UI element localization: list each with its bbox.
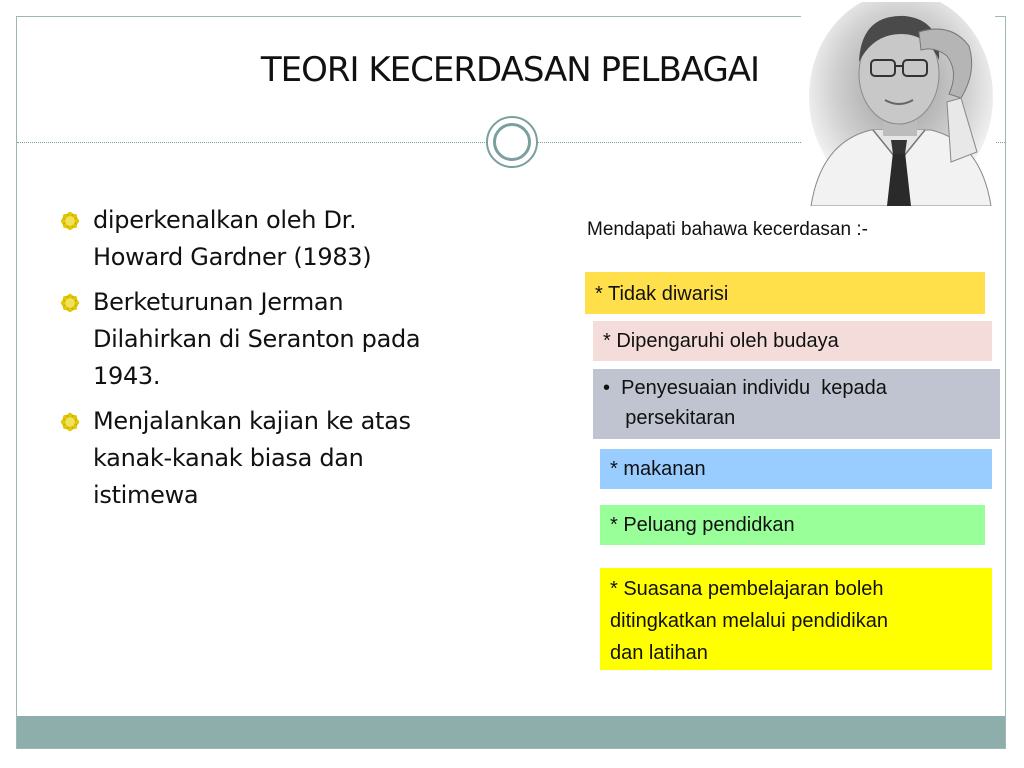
bullet-line: 1943. — [93, 362, 161, 390]
bullet-line: Berketurunan Jerman — [93, 288, 344, 316]
yellow-flower-bullet-icon — [60, 293, 80, 313]
yellow-flower-bullet-icon — [60, 211, 80, 231]
bullet-item — [60, 202, 480, 276]
finding-box-not-inherited — [585, 272, 985, 314]
finding-box-learning-atmosphere — [600, 568, 992, 670]
bullet-line: Howard Gardner (1983) — [93, 243, 372, 271]
bullet-item — [60, 284, 480, 395]
bullet-line: Menjalankan kajian ke atas — [93, 407, 411, 435]
finding-box-food — [600, 449, 992, 489]
finding-text: * Peluang pendidkan — [610, 514, 795, 536]
bullet-line: Dilahirkan di Seranton pada — [93, 325, 421, 353]
finding-text: * Dipengaruhi oleh budaya — [603, 330, 839, 352]
double-circle-ornament-icon — [486, 116, 538, 168]
footer-band — [17, 716, 1005, 748]
slide-title: TEORI KECERDASAN PELBAGAI — [260, 50, 760, 90]
finding-box-environment — [593, 369, 1000, 439]
finding-box-culture — [593, 321, 992, 361]
ornament-inner-ring — [493, 123, 531, 161]
findings-lead-text: Mendapati bahawa kecerdasan :- — [587, 219, 868, 240]
bullet-item — [60, 403, 480, 514]
finding-text: • Penyesuaian individu kepada — [603, 377, 887, 399]
bullet-line: istimewa — [93, 481, 199, 509]
finding-text: * Suasana pembelajaran boleh — [610, 578, 884, 600]
finding-text: dan latihan — [610, 642, 708, 664]
intro-bullet-list — [60, 202, 480, 522]
finding-text: * Tidak diwarisi — [595, 283, 729, 305]
bullet-line: diperkenalkan oleh Dr. — [93, 206, 357, 234]
howard-gardner-portrait-image — [801, 2, 995, 206]
finding-box-education-opportunity — [600, 505, 985, 545]
finding-text: persekitaran — [603, 407, 736, 429]
finding-text: ditingkatkan melalui pendidikan — [610, 610, 888, 632]
bullet-line: kanak-kanak biasa dan — [93, 444, 364, 472]
finding-text: * makanan — [610, 458, 706, 480]
yellow-flower-bullet-icon — [60, 412, 80, 432]
